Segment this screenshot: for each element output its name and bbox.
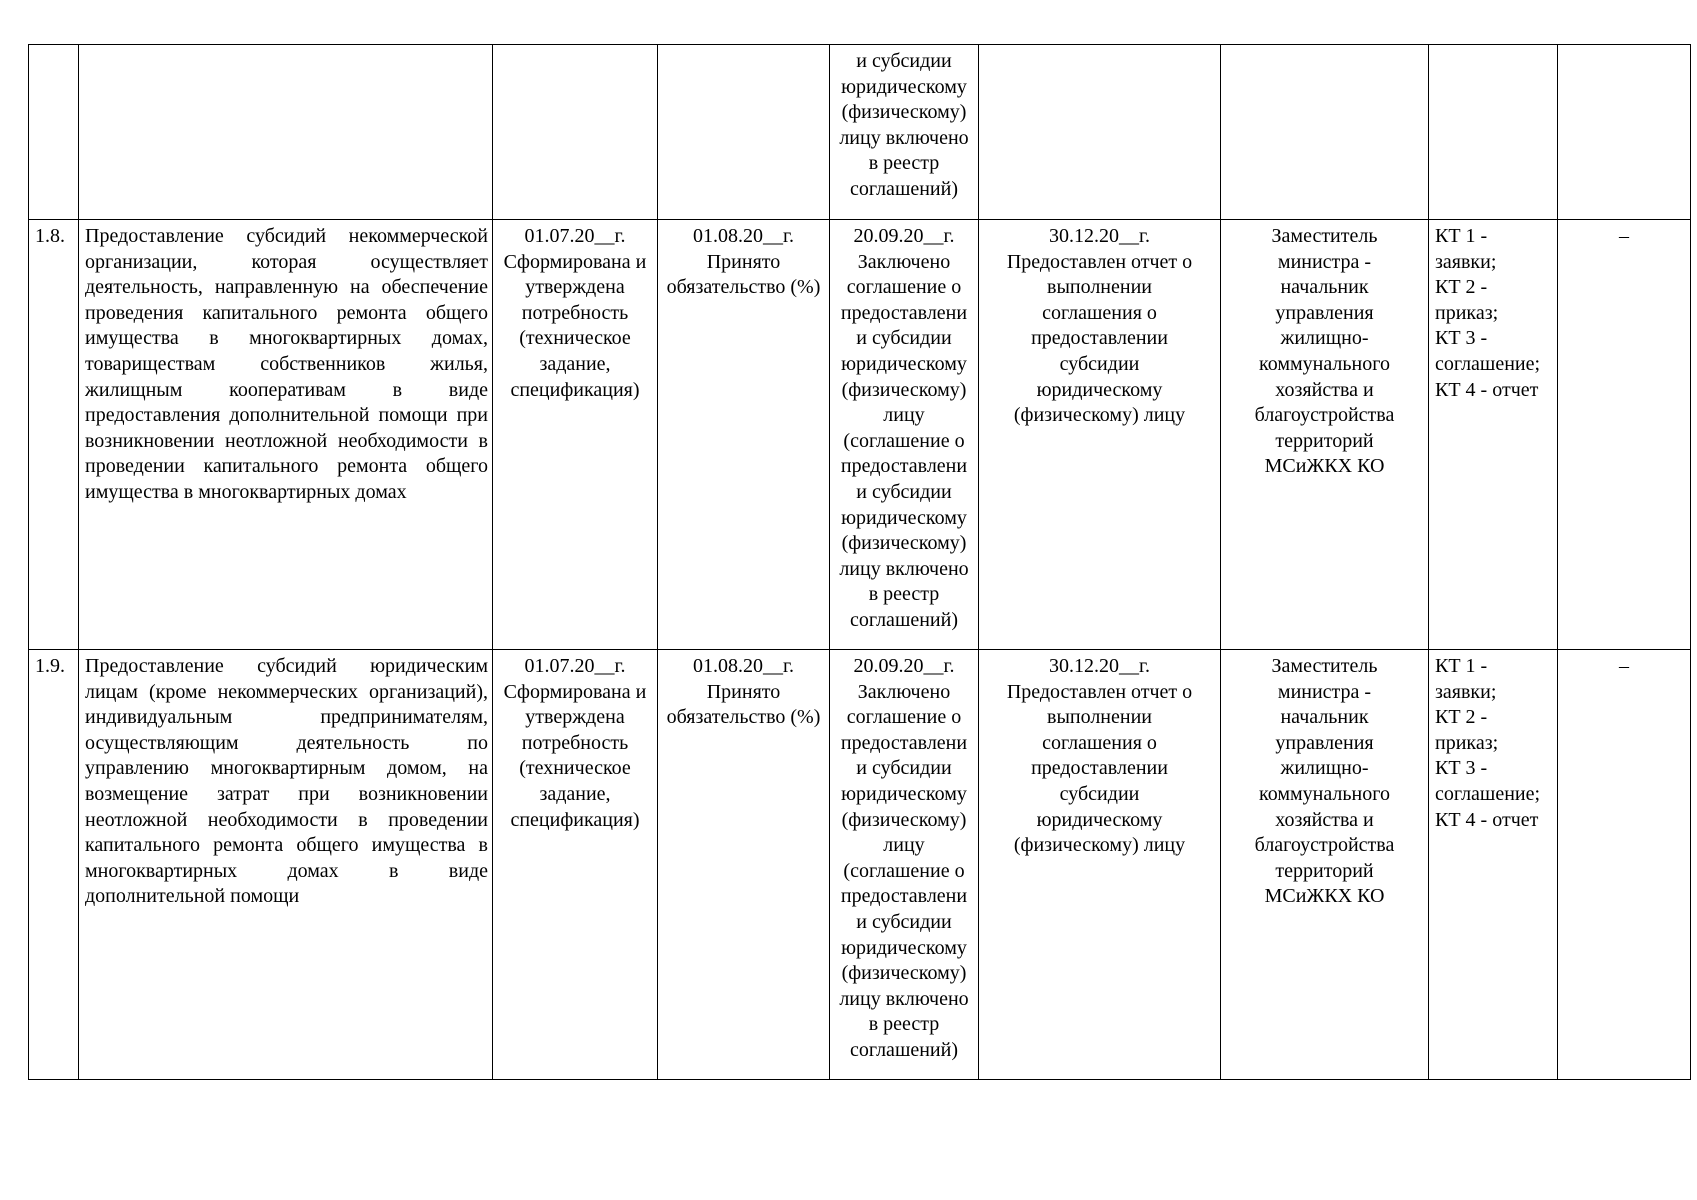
control-point-start-line: потребность (521, 731, 629, 754)
control-type-line: КТ 3 - (1435, 757, 1488, 780)
control-point-agreement-line: в реестр (868, 583, 940, 606)
control-point-start-line: 01.07.20__г. (524, 655, 626, 677)
control-point-report (979, 45, 1221, 220)
control-point-start-line: Сформирована и (503, 680, 647, 703)
control-point-agreement-line: лицу включено (839, 126, 969, 149)
measure-description: Предоставление субсидий юридическим лицам (кроме некоммерческих организаций), индивидуальным предпринимателям, осуществляющим деятельность по управлению многоквартирным домом, на возмещение затрат при возникновении неотложной необходимости в проведении капитального ремонта общего имущества в многоквартирных домах в виде дополнительной помощи (79, 650, 493, 1080)
responsible-person-line: коммунального (1259, 352, 1390, 375)
control-point-commitment-line: обязательство (%) (666, 706, 821, 729)
control-point-agreement-line: в реестр (868, 1013, 940, 1036)
responsible-person-line: территорий (1275, 859, 1374, 882)
control-type-line: КТ 1 - (1435, 655, 1488, 677)
control-point-agreement-line: соглашение о (846, 276, 962, 299)
control-point-start (493, 45, 658, 220)
control-point-commitment-line: обязательство (%) (666, 276, 821, 299)
control-point-agreement-line: (соглашение о (843, 859, 965, 882)
responsible-person-line: Заместитель (1271, 225, 1378, 247)
row-number: 1.8. (29, 220, 79, 650)
control-point-start-line: спецификация) (510, 808, 640, 831)
control-point-report-line: юридическому (1036, 378, 1163, 401)
row-number (29, 45, 79, 220)
responsible-person-line: министра - (1277, 250, 1372, 273)
responsible-person-line: управления (1275, 301, 1374, 324)
responsible-person-line: благоустройства (1254, 834, 1395, 857)
control-point-agreement-line: предоставлени (840, 301, 968, 324)
control-point-agreement-line: (физическому) (841, 378, 967, 401)
control-point-start (493, 220, 658, 650)
control-point-report-line: субсидии (1059, 782, 1140, 805)
control-type-line: КТ 1 - (1435, 225, 1488, 247)
control-point-agreement-line: лицу (883, 834, 925, 857)
control-type-line: КТ 2 - (1435, 276, 1488, 299)
control-point-agreement-line: юридическому (841, 936, 967, 959)
responsible-person-line: МСиЖКХ КО (1264, 455, 1385, 478)
control-point-report-line: 30.12.20__г. (1049, 225, 1150, 247)
control-point-start-line: потребность (521, 301, 629, 324)
control-type (1429, 220, 1558, 650)
control-type-line: КТ 4 - отчет (1435, 808, 1539, 831)
control-point-commitment (658, 220, 830, 650)
control-point-agreement (830, 45, 979, 220)
control-point-agreement-line: предоставлени (840, 731, 968, 754)
row-number: 1.9. (29, 650, 79, 1080)
control-point-start-line: Сформирована и (503, 250, 647, 273)
control-point-agreement-line: и субсидии (856, 480, 952, 503)
control-point-report-line: Предоставлен отчет о (1006, 250, 1193, 273)
control-point-agreement-line: предоставлени (840, 455, 968, 478)
control-point-report-line: (физическому) лицу (1013, 834, 1186, 857)
responsible-person-line: благоустройства (1254, 404, 1395, 427)
control-point-agreement-line: соглашение о (846, 706, 962, 729)
control-point-agreement-line: в реестр (868, 152, 940, 175)
control-type-line: КТ 2 - (1435, 706, 1488, 729)
note-cell: – (1558, 650, 1691, 1080)
control-type (1429, 45, 1558, 220)
control-point-agreement-line: юридическому (841, 506, 967, 529)
control-point-agreement-line: (физическому) (841, 808, 967, 831)
control-type (1429, 650, 1558, 1080)
table-row (29, 220, 1691, 650)
note-cell (1558, 45, 1691, 220)
control-point-commitment (658, 650, 830, 1080)
responsible-person (1221, 220, 1429, 650)
table-row (29, 45, 1691, 220)
control-point-start-line: задание, (539, 782, 611, 805)
control-point-start-line: (техническое (519, 757, 631, 780)
control-point-agreement-line: и субсидии (856, 910, 952, 933)
control-point-report-line: юридическому (1036, 808, 1163, 831)
control-type-line: заявки; (1435, 250, 1497, 273)
control-point-report-line: 30.12.20__г. (1049, 655, 1150, 677)
plan-table (28, 44, 1691, 1080)
control-point-report-line: выполнении (1047, 706, 1152, 729)
control-point-report-line: Предоставлен отчет о (1006, 680, 1193, 703)
control-point-agreement-line: и субсидии (856, 757, 952, 780)
control-point-agreement-line: 20.09.20__г. (853, 655, 955, 677)
control-point-commitment (658, 45, 830, 220)
control-point-start-line: 01.07.20__г. (524, 225, 626, 247)
control-type-line: приказ; (1435, 731, 1499, 754)
responsible-person-line: хозяйства и (1275, 378, 1374, 401)
note-cell: – (1558, 220, 1691, 650)
responsible-person-line: Заместитель (1271, 655, 1378, 677)
responsible-person-line: управления (1275, 731, 1374, 754)
control-point-agreement-line: соглашений) (850, 608, 958, 631)
control-point-start-line: утверждена (525, 706, 625, 729)
responsible-person-line: коммунального (1259, 782, 1390, 805)
control-point-report-line: предоставлении (1031, 327, 1168, 350)
table-row (29, 650, 1691, 1080)
control-point-agreement-line: (физическому) (841, 101, 967, 124)
control-point-agreement-line: лицу включено (839, 987, 969, 1010)
control-point-report (979, 220, 1221, 650)
responsible-person-line: министра - (1277, 680, 1372, 703)
responsible-person-line: жилищно- (1280, 757, 1369, 780)
control-point-report-line: соглашения о (1042, 731, 1157, 754)
control-point-agreement-line: и субсидии (856, 50, 952, 72)
control-point-agreement-line: юридическому (841, 352, 967, 375)
control-point-agreement-line: юридическому (841, 782, 967, 805)
control-type-line: заявки; (1435, 680, 1497, 703)
control-point-agreement-line: лицу (883, 404, 925, 427)
control-point-agreement-line: предоставлени (840, 885, 968, 908)
control-point-report-line: соглашения о (1042, 301, 1157, 324)
responsible-person-line: жилищно- (1280, 327, 1369, 350)
control-point-start-line: (техническое (519, 327, 631, 350)
control-point-commitment-line: Принято (706, 680, 781, 703)
control-type-line: КТ 3 - (1435, 327, 1488, 350)
control-point-agreement-line: Заключено (857, 680, 951, 703)
control-point-report-line: предоставлении (1031, 757, 1168, 780)
responsible-person (1221, 45, 1429, 220)
control-point-agreement-line: 20.09.20__г. (853, 225, 955, 247)
responsible-person (1221, 650, 1429, 1080)
control-point-report-line: субсидии (1059, 352, 1140, 375)
control-point-start-line: спецификация) (510, 378, 640, 401)
control-type-line: соглашение; (1435, 352, 1541, 375)
control-point-agreement-line: (соглашение о (843, 429, 965, 452)
control-point-report-line: выполнении (1047, 276, 1152, 299)
responsible-person-line: МСиЖКХ КО (1264, 885, 1385, 908)
control-point-commitment-line: 01.08.20__г. (693, 225, 794, 247)
responsible-person-line: начальник (1280, 706, 1369, 729)
control-point-agreement-line: соглашений) (850, 1038, 958, 1061)
control-point-report (979, 650, 1221, 1080)
control-point-commitment-line: Принято (706, 250, 781, 273)
control-point-agreement-line: (физическому) (841, 532, 967, 555)
measure-description (79, 45, 493, 220)
responsible-person-line: хозяйства и (1275, 808, 1374, 831)
responsible-person-line: начальник (1280, 276, 1369, 299)
control-point-commitment-line: 01.08.20__г. (693, 655, 794, 677)
control-type-line: КТ 4 - отчет (1435, 378, 1539, 401)
control-point-report-line: (физическому) лицу (1013, 404, 1186, 427)
control-point-agreement-line: (физическому) (841, 962, 967, 985)
control-point-agreement-line: и субсидии (856, 327, 952, 350)
measure-description: Предоставление субсидий некоммерческой организации, которая осуществляет деятельность, направленную на обеспечение проведения капитального ремонта общего имущества в многоквартирных домах, товариществам собственников жилья, жилищным кооперативам в виде предоставления дополнительной помощи при возникновении неотложной необходимости в проведении капитального ремонта общего имущества в многоквартирных домах (79, 220, 493, 650)
control-point-agreement-line: соглашений) (850, 177, 958, 200)
control-point-agreement-line: юридическому (841, 75, 967, 98)
control-point-agreement (830, 650, 979, 1080)
control-type-line: соглашение; (1435, 782, 1541, 805)
control-point-start-line: утверждена (525, 276, 625, 299)
control-point-agreement-line: лицу включено (839, 557, 969, 580)
control-point-start (493, 650, 658, 1080)
control-point-agreement (830, 220, 979, 650)
control-point-start-line: задание, (539, 352, 611, 375)
responsible-person-line: территорий (1275, 429, 1374, 452)
control-type-line: приказ; (1435, 301, 1499, 324)
control-point-agreement-line: Заключено (857, 250, 951, 273)
